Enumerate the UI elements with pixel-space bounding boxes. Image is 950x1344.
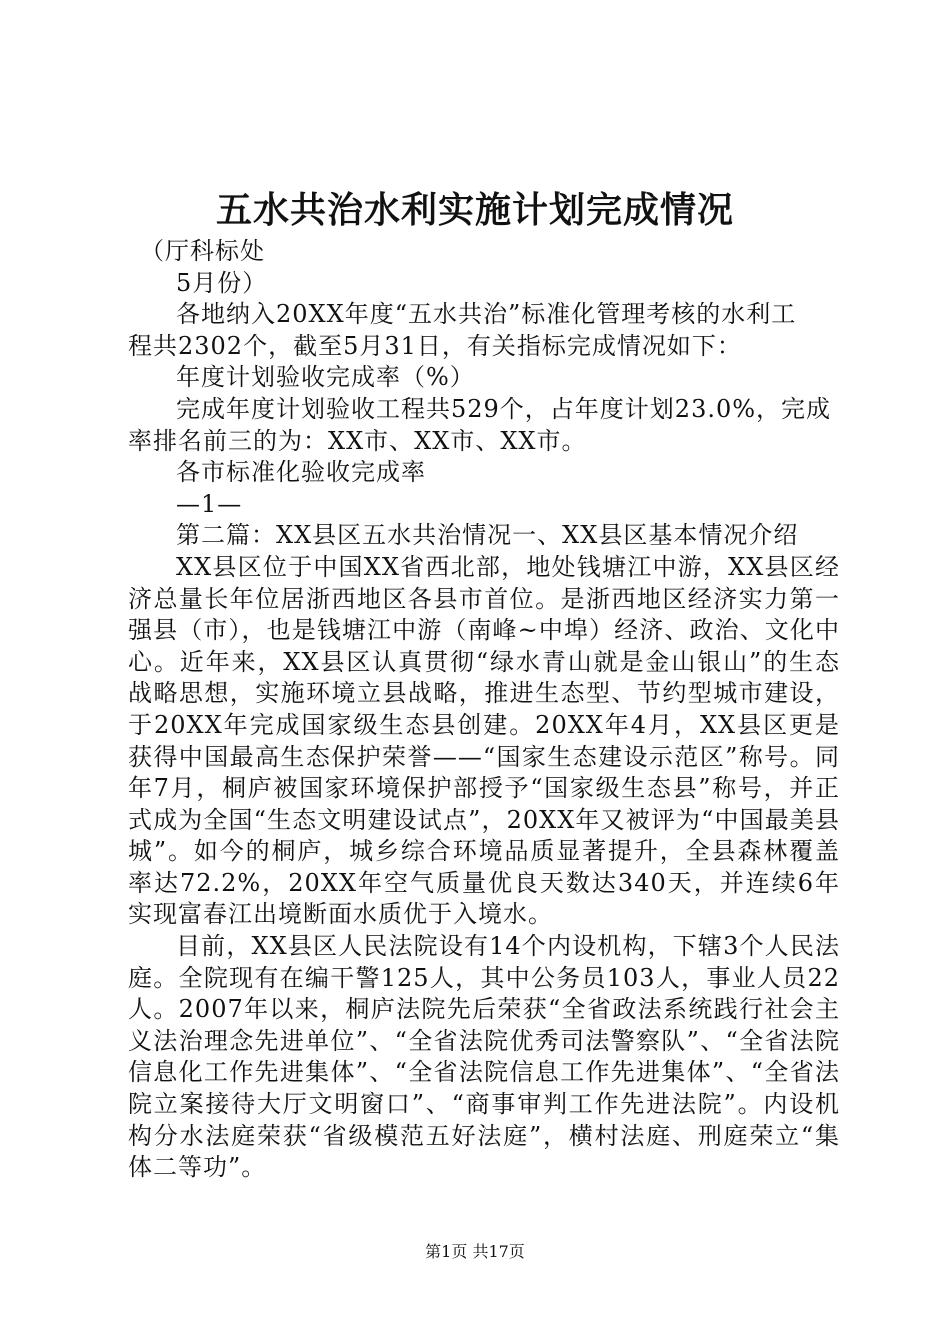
part-two-heading: 第二篇：XX县区五水共治情况一、XX县区基本情况介绍 — [176, 521, 799, 550]
county-intro-paragraph: XX县区位于中国XX省西北部，地处钱塘江中游，XX县区经济总量长年位居浙西地区各县市首位。是浙西地区经济实力第一强县（市），也是钱塘江中游（南峰~中埠）经济、政治、文化中心。近年来，XX县区认真贯彻“绿水青山就是金山银山”的生态战略思想，实施环境立县战略，推进生态型、节约型城市建设，于20XX年完成国家级生态县创建。20XX年4月，XX县区更是获得中国最高生态保护荣誉——“国家生态建设示范区”称号。同年7月，桐庐被国家环境保护部授予“国家级生态县”称号，并正式成为全国“生态文明建设试点”，20XX年又被评为“中国最美县城”。如今的桐庐，城乡综合环境品质显著提升，全县森林覆盖率达72.2%，20XX年空气质量优良天数达340天，并连续6年实现富春江出境断面水质优于入境水。 — [128, 552, 840, 929]
department-line: （厅科标处 — [140, 237, 265, 265]
intro-line-1: 各地纳入20XX年度“五水共治”标准化管理考核的水利工 — [176, 300, 797, 329]
section-heading-city-rate: 各市标准化验收完成率 — [176, 458, 426, 487]
inner-page-number: —1— — [176, 489, 243, 518]
page-footer: 第1页 共17页 — [425, 1242, 525, 1261]
month-line: 5月份） — [176, 268, 268, 297]
section-heading-annual-rate: 年度计划验收完成率（%） — [176, 363, 475, 392]
completion-line-1: 完成年度计划验收工程共529个，占年度计划23.0%，完成 — [176, 394, 832, 423]
document-body — [128, 236, 840, 1184]
intro-line-2: 程共2302个，截至5月31日，有关指标完成情况如下： — [128, 331, 742, 360]
document-title: 五水共治水利实施计划完成情况 — [215, 189, 734, 231]
court-intro-paragraph: 目前，XX县区人民法院设有14个内设机构，下辖3个人民法庭。全院现有在编干警125人，其中公务员103人，事业人员22人。2007年以来，桐庐法院先后荣获“全省政法系统践行社会主义法治理念先进单位”、“全省法院优秀司法警察队”、“全省法院信息化工作先进集体”、“全省法院信息工作先进集体”、“全省法院立案接待大厅文明窗口”、“商事审判工作先进法院”。内设机构分水法庭荣获“省级模范五好法庭”，横村法庭、刑庭荣立“集体二等功”。 — [128, 932, 840, 1182]
completion-line-2: 率排名前三的为：XX市、XX市、XX市。 — [128, 426, 587, 455]
